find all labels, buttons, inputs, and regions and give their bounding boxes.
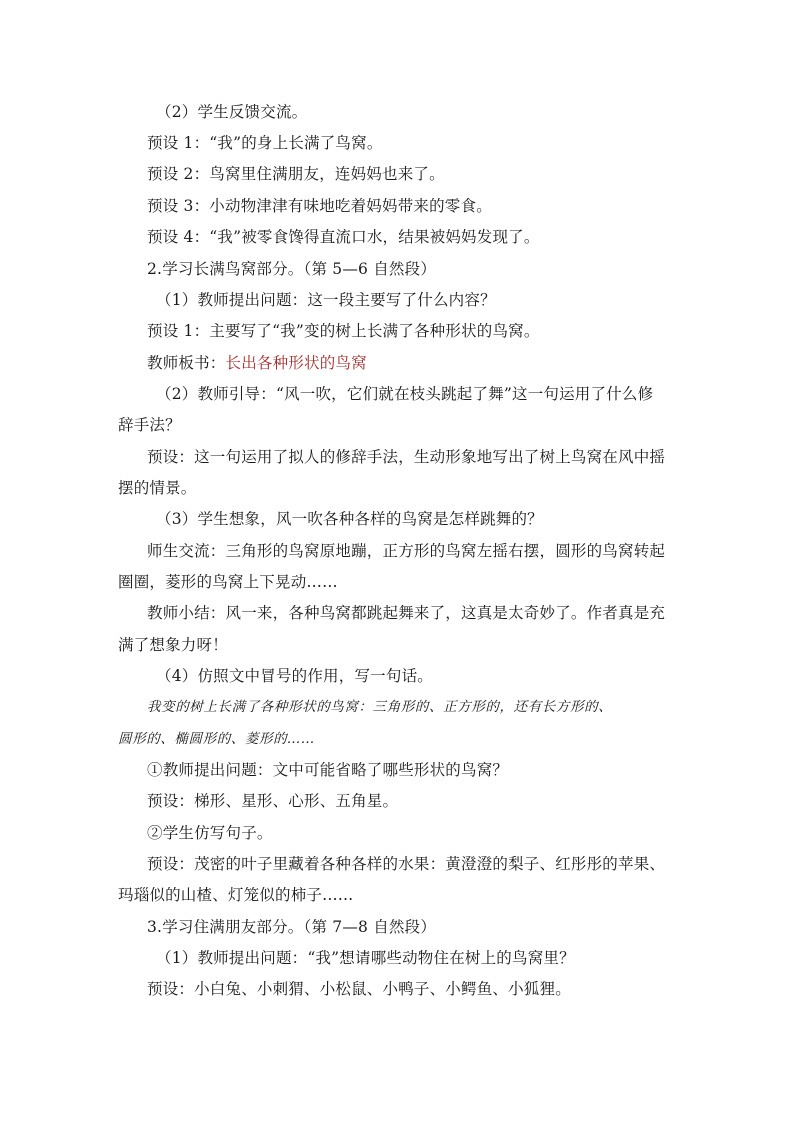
text-line: 满了想象力呀！ [118,636,228,654]
text-line: ②学生仿写句子。 [147,824,273,842]
text-line: （2）学生反馈交流。 [156,103,308,121]
text-line: ①教师提出问题：文中可能省略了哪些形状的鸟窝？ [147,761,509,779]
board-writing: 长出各种形状的鸟窝 [225,354,367,372]
text-line: （1）教师提出问题：这一段主要写了什么内容？ [156,291,496,309]
text-line: 预设：小白兔、小刺猬、小松鼠、小鸭子、小鳄鱼、小狐狸。 [147,980,571,998]
text-line: 预设 1：主要写了“我”变的树上长满了各种形状的鸟窝。 [147,322,540,340]
section-heading: 2.学习长满鸟窝部分。（第 5—6 自然段） [147,260,437,278]
board-label: 教师板书： [147,354,226,372]
text-line: 预设 3：小动物津津有味地吃着妈妈带来的零食。 [147,197,492,215]
example-sentence: 我变的树上长满了各种形状的鸟窝：三角形的、正方形的，还有长方形的、 [147,699,613,715]
text-line [147,353,367,373]
text-line: 预设：这一句运用了拟人的修辞手法，生动形象地写出了树上鸟窝在风中摇 [147,448,666,466]
example-sentence: 圆形的、椭圆形的、菱形的…… [118,731,316,747]
text-line: （3）学生想象，风一吹各种各样的鸟窝是怎样跳舞的？ [156,510,543,528]
text-line: （2）教师引导：“风一吹，它们就在枝头跳起了舞”这一句运用了什么修 [156,385,654,403]
text-line: 预设 2：鸟窝里住满朋友，连妈妈也来了。 [147,165,445,183]
text-line: （1）教师提出问题：“我”想请哪些动物住在树上的鸟窝里？ [156,949,575,967]
section-heading: 3.学习住满朋友部分。（第 7—8 自然段） [147,918,437,936]
text-line: 圈圈，菱形的鸟窝上下晃动…… [118,573,338,591]
text-line: 辞手法？ [118,416,181,434]
text-line: 摆的情景。 [118,479,197,497]
text-line: 预设 4：“我”被零食馋得直流口水，结果被妈妈发现了。 [147,228,540,246]
text-line: 教师小结：风一来，各种鸟窝都跳起舞来了，这真是太奇妙了。作者真是充 [147,604,666,622]
text-line: 玛瑙似的山楂、灯笼似的柿子…… [118,886,354,904]
text-line: 预设 1：“我”的身上长满了鸟窝。 [147,134,383,152]
text-line: 师生交流：三角形的鸟窝原地蹦，正方形的鸟窝左摇右摆，圆形的鸟窝转起 [147,542,666,560]
text-line: 预设：梯形、星形、心形、五角星。 [147,792,399,810]
text-line: 预设：茂密的叶子里藏着各种各样的水果：黄澄澄的梨子、红彤彤的苹果、 [147,855,666,873]
text-line: （4）仿照文中冒号的作用，写一句话。 [156,667,433,685]
